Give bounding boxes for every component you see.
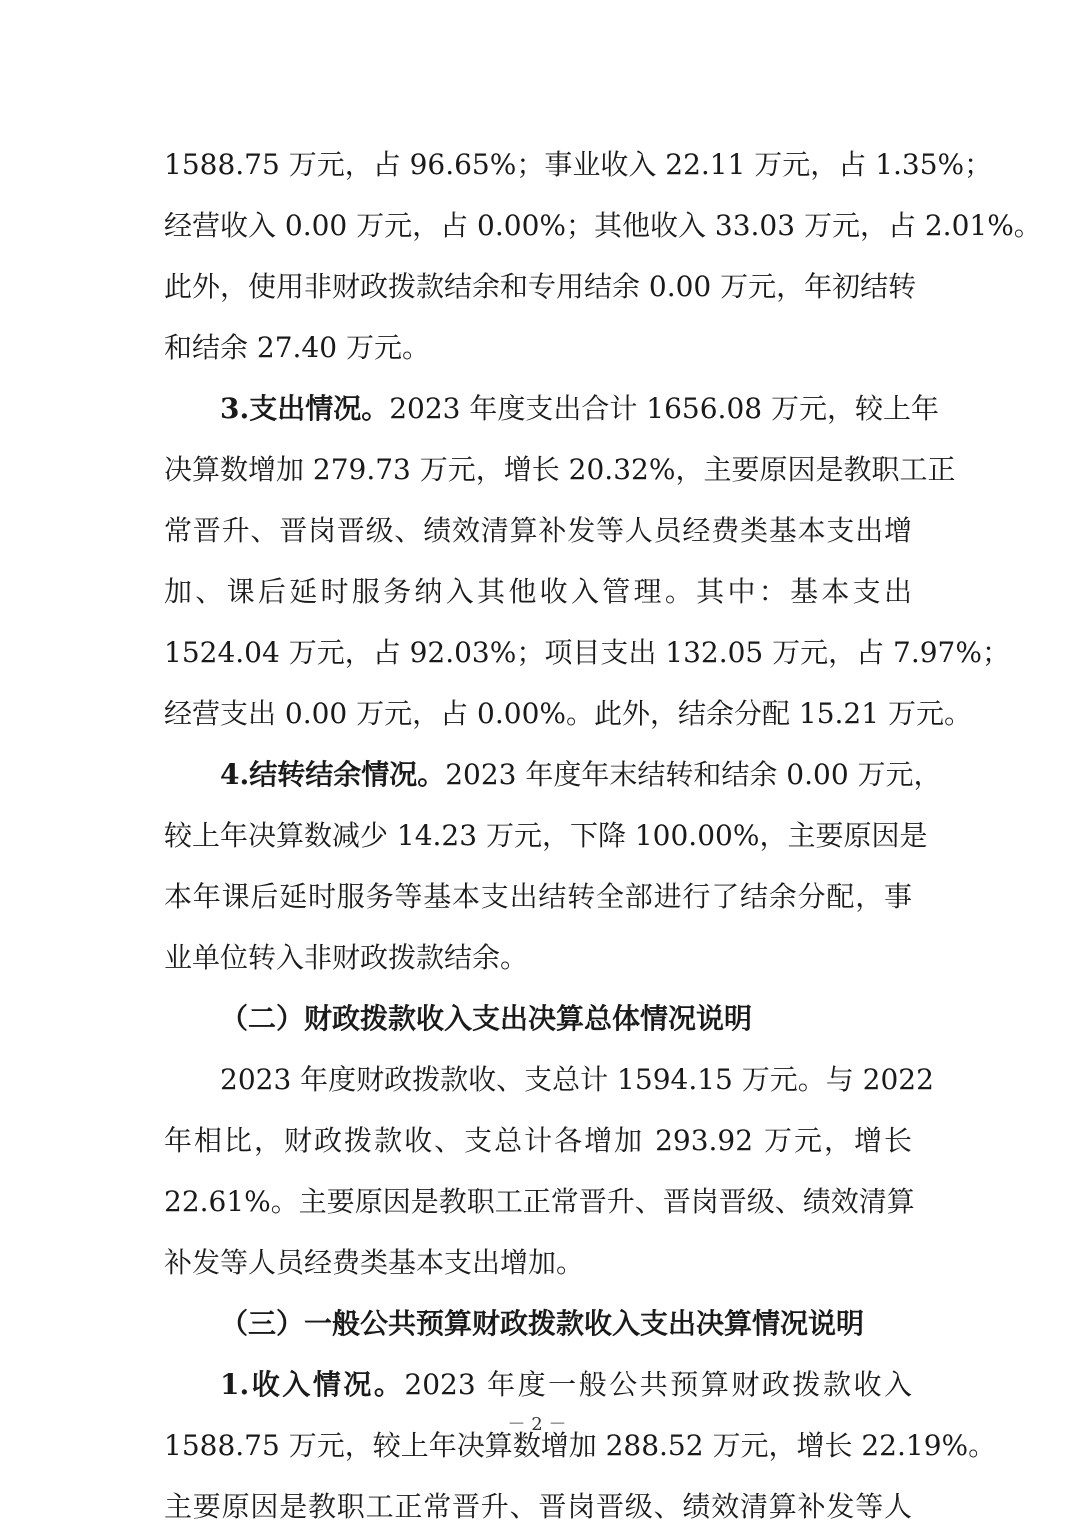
paragraph-line: 本年课后延时服务等基本支出结转全部进行了结余分配，事 (164, 880, 912, 913)
paragraph-line: 此外，使用非财政拨款结余和专用结余 0.00 万元，年初结转 (164, 270, 917, 303)
paragraph-line: 2023 年度财政拨款收、支总计 1594.15 万元。与 2022 (220, 1063, 934, 1096)
paragraph-line: 补发等人员经费类基本支出增加。 (164, 1246, 585, 1279)
paragraph-line: 业单位转入非财政拨款结余。 (164, 941, 529, 974)
paragraph-line: 决算数增加 279.73 万元，增长 20.32%，主要原因是教职工正 (164, 453, 956, 486)
page-number: － 2 － (507, 1414, 567, 1435)
paragraph-line: 主要原因是教职工正常晋升、晋岗晋级、绩效清算补发等人 (164, 1490, 912, 1523)
paragraph-line (164, 744, 942, 805)
paragraph-line: 经营支出 0.00 万元，占 0.00%。此外，结余分配 15.21 万元。 (164, 697, 972, 730)
paragraph-text: 2023 年度一般公共预算财政拨款收入 (404, 1368, 912, 1401)
section-item-title: 4.结转结余情况。 (220, 758, 446, 791)
paragraph-text: 2023 年度年末结转和结余 0.00 万元， (445, 758, 942, 791)
paragraph-line: 1588.75 万元，占 96.65%；事业收入 22.11 万元，占 1.35%； (164, 148, 993, 181)
section-heading: （三）一般公共预算财政拨款收入支出决算情况说明 (220, 1307, 865, 1340)
paragraph-line: 1524.04 万元，占 92.03%；项目支出 132.05 万元，占 7.97%； (164, 636, 1010, 669)
paragraph-line: 1588.75 万元，较上年决算数增加 288.52 万元，增长 22.19%。 (164, 1429, 997, 1462)
paragraph-text: 2023 年度支出合计 1656.08 万元，较上年 (389, 392, 939, 425)
paragraph-line (164, 378, 939, 439)
paragraph-line: 常晋升、晋岗晋级、绩效清算补发等人员经费类基本支出增 (164, 514, 912, 547)
paragraph-line: 较上年决算数减少 14.23 万元，下降 100.00%，主要原因是 (164, 819, 928, 852)
paragraph-line: 经营收入 0.00 万元，占 0.00%；其他收入 33.03 万元，占 2.01%。 (164, 209, 1042, 242)
section-item-title: 1.收入情况。 (220, 1368, 405, 1401)
paragraph-line: 年相比，财政拨款收、支总计各增加 293.92 万元，增长 (164, 1124, 912, 1157)
section-item-title: 3.支出情况。 (220, 392, 390, 425)
document-body (164, 134, 1042, 1537)
paragraph-line: 22.61%。主要原因是教职工正常晋升、晋岗晋级、绩效清算 (164, 1185, 915, 1218)
paragraph-line: 加、课后延时服务纳入其他收入管理。其中：基本支出 (164, 575, 912, 608)
paragraph-line: 和结余 27.40 万元。 (164, 331, 430, 364)
section-heading: （二）财政拨款收入支出决算总体情况说明 (220, 1002, 753, 1035)
paragraph-line (164, 1354, 912, 1415)
